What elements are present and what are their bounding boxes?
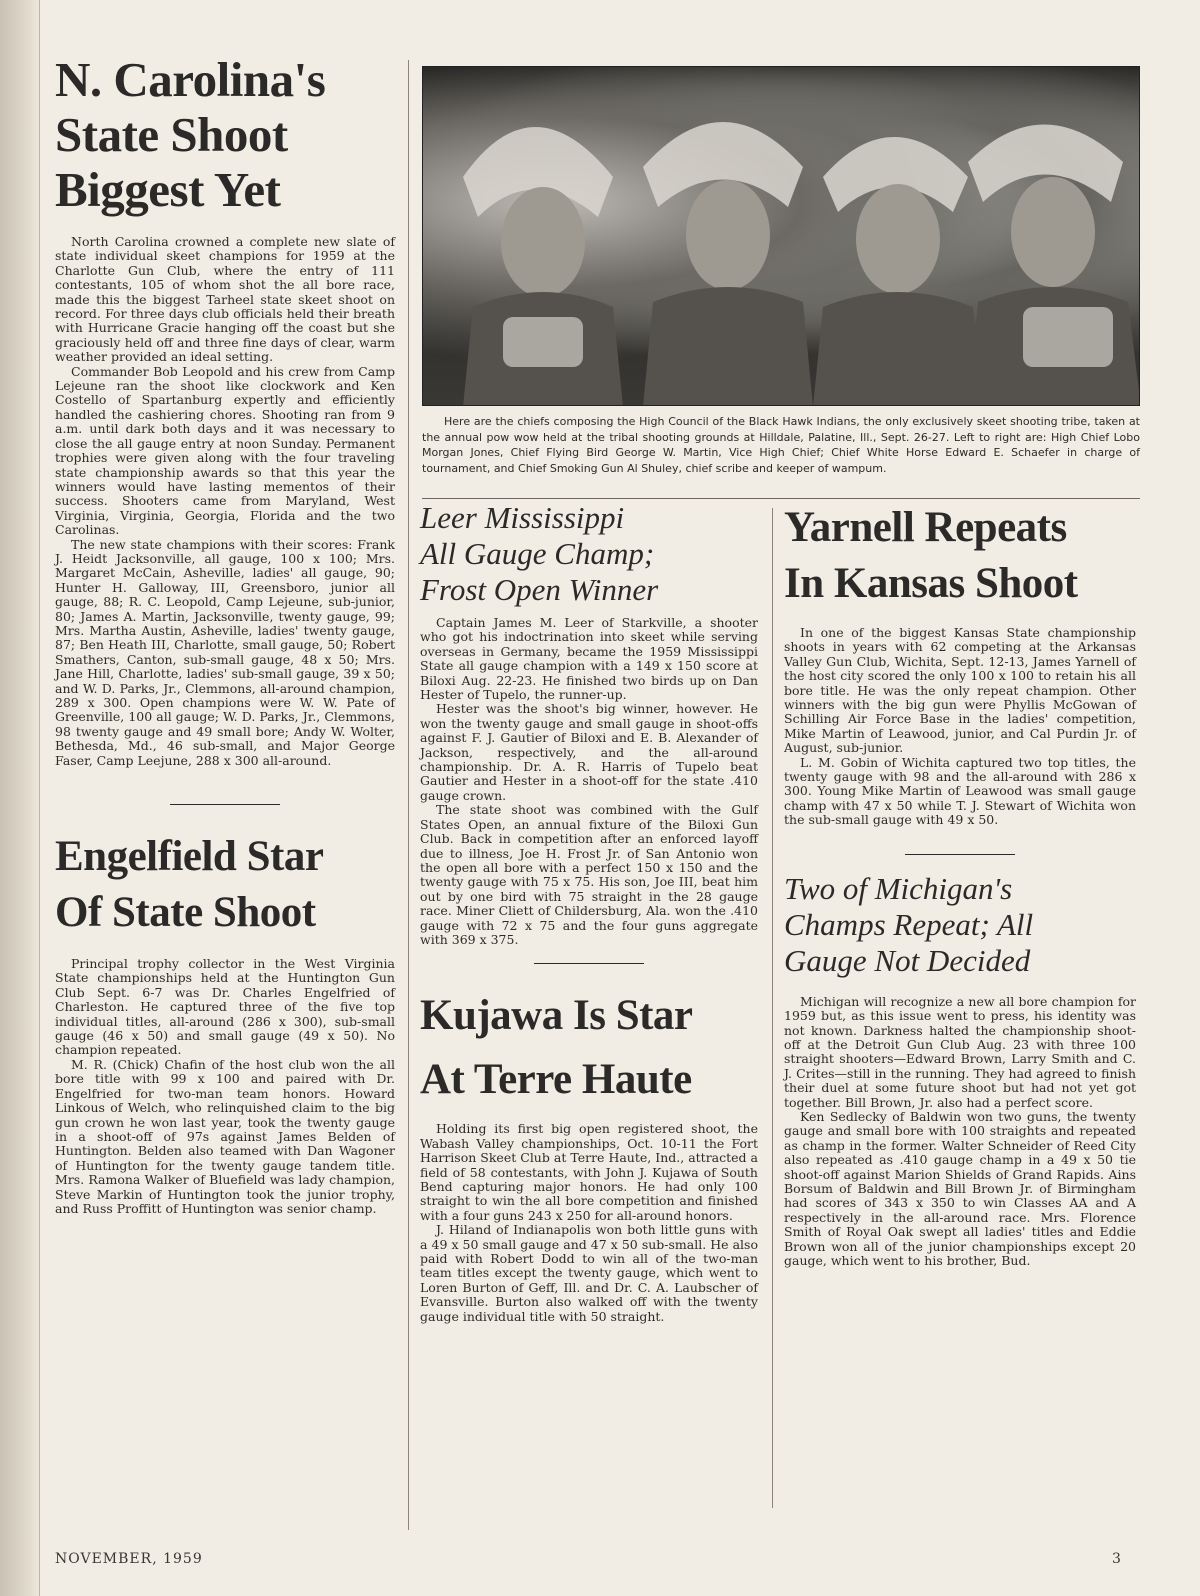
nc-paragraph-2: Commander Bob Leopold and his crew from Camp Lejeune ran the shoot like clockwork and Ken Costello of Spartanburg expertly and efficiently handled the cashiering chores. Shooting ran from 9 a.m. until dark both days and it was necessary to close the all gauge entry at noon Sunday. Permanent trophies were given along with the four traveling state championship awards so that this year the winners would have lasting mementos of their success. Shooters came from Maryland, West Virginia, Virginia, Georgia, Florida and the two Carolinas. bbox=[55, 363, 395, 538]
page-number: 3 bbox=[1112, 1551, 1122, 1567]
article-engelfield bbox=[55, 829, 395, 1216]
leer-paragraph-1: Captain James M. Leer of Starkville, a shooter who got his indoctrination into skeet while serving overseas in Germany, became the 1959 Mississippi State all gauge champion with a 149 x 150 score at Biloxi Aug. 22-23. He finished two birds up on Dan Hester of Tupelo, the runner-up. bbox=[420, 615, 758, 703]
yarnell-headline-line2: In Kansas Shoot bbox=[784, 560, 1078, 607]
engelfield-headline-line2: Of State Shoot bbox=[55, 889, 316, 937]
photo-caption: Here are the chiefs composing the High Council of the Black Hawk Indians, the only exclusively skeet shooting tribe, taken at the annual pow wow held at the tribal shooting grounds at Hilldale, Palatine, Ill., Sept. 26-27. Left to right are: High Chief Lobo Morgan Jones, Chief Flying Bird George W. Martin, Vice High Chief; Chief White Horse Edward E. Schaefer in charge of tournament, and Chief Smoking Gun Al Shuley, chief scribe and keeper of wampum. bbox=[422, 415, 1140, 475]
nc-headline-line2: State Shoot bbox=[55, 107, 288, 162]
leer-headline bbox=[420, 500, 758, 608]
engelfield-headline-line1: Engelfield Star bbox=[55, 833, 324, 881]
kujawa-paragraph-2: J. Hiland of Indianapolis won both little guns with a 49 x 50 small gauge and 47 x 50 sub-small. He also paid with Robert Dodd to win all of the two-man team titles except the twenty gauge, which went to Loren Burton of Geff, Ill. and Dr. C. A. Laubscher of Evansville. Burton also walked off with the twenty gauge individual title with 50 straight. bbox=[420, 1222, 758, 1324]
kujawa-paragraph-1: Holding its first big open registered shoot, the Wabash Valley championships, Oct. 10-11 the Fort Harrison Skeet Club at Terre Haute, Ind., attracted a field of 58 contestants, with John J. Kujawa of South Bend capturing major honors. He had only 100 straight to win the all bore competition and finished with a four guns 243 x 250 for all-around honors. bbox=[420, 1121, 758, 1223]
column-right bbox=[784, 500, 1136, 1268]
column-divider-2 bbox=[772, 508, 773, 1508]
michigan-headline bbox=[784, 871, 1136, 979]
michigan-headline-line2: Champs Repeat; All bbox=[784, 906, 1034, 942]
kujawa-headline-line2: At Terre Haute bbox=[420, 1056, 692, 1104]
caption-rule bbox=[422, 498, 1140, 499]
nc-paragraph-1: North Carolina crowned a complete new slate of state individual skeet champions for 1959 at the Charlotte Gun Club, where the entry of 111 contestants, 105 of whom shot the all bore race, made this the biggest Tarheel state skeet shoot on record. For three days club officials held their breath with Hurricane Gracie hanging off the coast but she graciously held off and three fine days of clear, warm weather provided an ideal setting. bbox=[55, 234, 395, 365]
leer-headline-line3: Frost Open Winner bbox=[420, 572, 659, 607]
leer-headline-line1: Leer Mississippi bbox=[420, 500, 625, 535]
engelfield-headline bbox=[55, 829, 395, 941]
article-leer bbox=[420, 500, 758, 947]
nc-headline-line1: N. Carolina's bbox=[55, 52, 326, 107]
leer-paragraph-2: Hester was the shoot's big winner, however. He won the twenty gauge and small gauge in shoot-offs against F. J. Gautier of Biloxi and E. B. Alexander of Jackson, respectively, and the all-around championship. Dr. A. R. Harris of Tupelo beat Gautier and Hester in a shoot-off for the state .410 gauge crown. bbox=[420, 701, 758, 803]
column-middle bbox=[420, 500, 758, 1324]
nc-headline bbox=[55, 52, 395, 217]
column-left bbox=[55, 52, 395, 1216]
yarnell-paragraph-1: In one of the biggest Kansas State championship shoots in years with 62 competing at the Arkansas Valley Gun Club, Wichita, Sept. 12-13, James Yarnell of the host city scored the only 100 x 100 to retain his all bore title. He was the only repeat champion. Other winners with the big gun were Phyllis McGowan of Schilling Air Force Base in the ladies' competition, Mike Martin of Leawood, junior, and Cal Purdin Jr. of August, sub-junior. bbox=[784, 625, 1136, 756]
leer-headline-line2: All Gauge Champ; bbox=[420, 536, 655, 571]
leer-paragraph-3: The state shoot was combined with the Gulf States Open, an annual fixture of the Biloxi Gun Club. Back in competition after an enforced layoff due to illness, Joe H. Frost Jr. of San Antonio won the open all bore with a perfect 150 x 150 and the twenty gauge with 75 x 75. His son, Joe III, beat him out by one bird with 75 straight in the 28 gauge race. Miner Cliett of Childersburg, Ala. won the .410 gauge with 72 x 75 and the four guns aggregate with 369 x 375. bbox=[420, 802, 758, 947]
kujawa-headline bbox=[420, 984, 758, 1112]
black-hawk-chiefs-photo bbox=[422, 66, 1140, 406]
engelfield-paragraph-1: Principal trophy collector in the West Virginia State championships held at the Huntington Gun Club Sept. 6-7 was Dr. Charles Engelfried of Charleston. He captured three of the five top individual titles, all-around (286 x 300), sub-small gauge (46 x 50) and small gauge (49 x 50). No champion repeated. bbox=[55, 956, 395, 1058]
binding-gutter bbox=[0, 0, 40, 1596]
michigan-paragraph-2: Ken Sedlecky of Baldwin won two guns, the twenty gauge and small bore with 100 straights and repeated as champ in the former. Walter Schneider of Reed City also repeated as .410 gauge champ in a 49 x 50 tie shoot-off against Marion Shields of Grand Rapids. Ains Borsum of Baldwin and Bill Brown Jr. of Birmingham had scores of 343 x 350 to win Classes AA and A respectively in the all-around race. Mrs. Florence Smith of Royal Oak swept all ladies' titles and Eddie Brown won all of the junior championships except 20 gauge, which went to his brother, Bud. bbox=[784, 1108, 1136, 1268]
yarnell-paragraph-2: L. M. Gobin of Wichita captured two top titles, the twenty gauge with 98 and the all-around with 286 x 300. Young Mike Martin of Leawood was small gauge champ with 47 x 50 while T. J. Stewart of Wichita won the sub-small gauge with 49 x 50. bbox=[784, 754, 1136, 828]
michigan-headline-line1: Two of Michigan's bbox=[784, 870, 1013, 906]
nc-headline-line3: Biggest Yet bbox=[55, 162, 281, 217]
kujawa-headline-line1: Kujawa Is Star bbox=[420, 992, 693, 1040]
footer-date: NOVEMBER, 1959 bbox=[55, 1551, 203, 1567]
yarnell-headline-line1: Yarnell Repeats bbox=[784, 504, 1067, 551]
michigan-headline-line3: Gauge Not Decided bbox=[784, 942, 1031, 978]
engelfield-paragraph-2: M. R. (Chick) Chafin of the host club won the all bore title with 99 x 100 and paired with Dr. Engelfried for two-man team honors. Howard Linkous of Welch, who relinquished claim to the big gun crown he won last year, took the twenty gauge in a shoot-off of 97s against James Belden of Huntington. Belden also teamed with Dan Wagoner of Huntington for the twenty gauge tandem title. Mrs. Ramona Walker of Bluefield was lady champion, Steve Markin of Huntington took the junior trophy, and Russ Proffitt of Huntington was senior champ. bbox=[55, 1056, 395, 1216]
column-divider-1 bbox=[408, 60, 409, 1530]
article-north-carolina bbox=[55, 52, 395, 768]
chiefs-photo-illustration bbox=[423, 67, 1140, 406]
nc-paragraph-3: The new state champions with their scores: Frank J. Heidt Jacksonville, all gauge, 100 x 100; Mrs. Margaret McCain, Asheville, ladies' all gauge, 90; Hunter H. Galloway, III, Greensboro, junior all gauge, 88; R. C. Leopold, Camp Lejeune, sub-junior, 80; James A. Martin, Jacksonville, twenty gauge, 99; Mrs. Martha Austin, Asheville, ladies' twenty gauge, 87; Ben Heath III, Charlotte, small gauge, 50; Robert Smathers, Canton, sub-small gauge, 48 x 50; Mrs. Jane Hill, Charlotte, ladies' sub-small gauge, 39 x 50; and W. D. Parks, Jr., Clemmons, all-around champion, 289 x 300. Open champions were W. W. Pate of Greenville, 100 all gauge; W. D. Parks, Jr., Clemmons, 98 twenty gauge and 49 small bore; Andy W. Wolter, Bethesda, Md., 46 sub-small, and Major George Faser, Camp Leejune, 288 x 300 all-around. bbox=[55, 536, 395, 768]
article-kujawa bbox=[420, 984, 758, 1324]
article-michigan bbox=[784, 871, 1136, 1269]
yarnell-headline bbox=[784, 500, 1136, 612]
michigan-paragraph-1: Michigan will recognize a new all bore champion for 1959 but, as this issue went to press, his identity was not known. Darkness halted the championship shoot-off at the Detroit Gun Club Aug. 23 with three 100 straight shooters—Edward Brown, Larry Smith and C. J. Crites—still in the running. They had agreed to finish their duel at some future shoot but had not yet got together. Bill Brown, Jr. also had a perfect score. bbox=[784, 993, 1136, 1110]
article-yarnell bbox=[784, 500, 1136, 828]
